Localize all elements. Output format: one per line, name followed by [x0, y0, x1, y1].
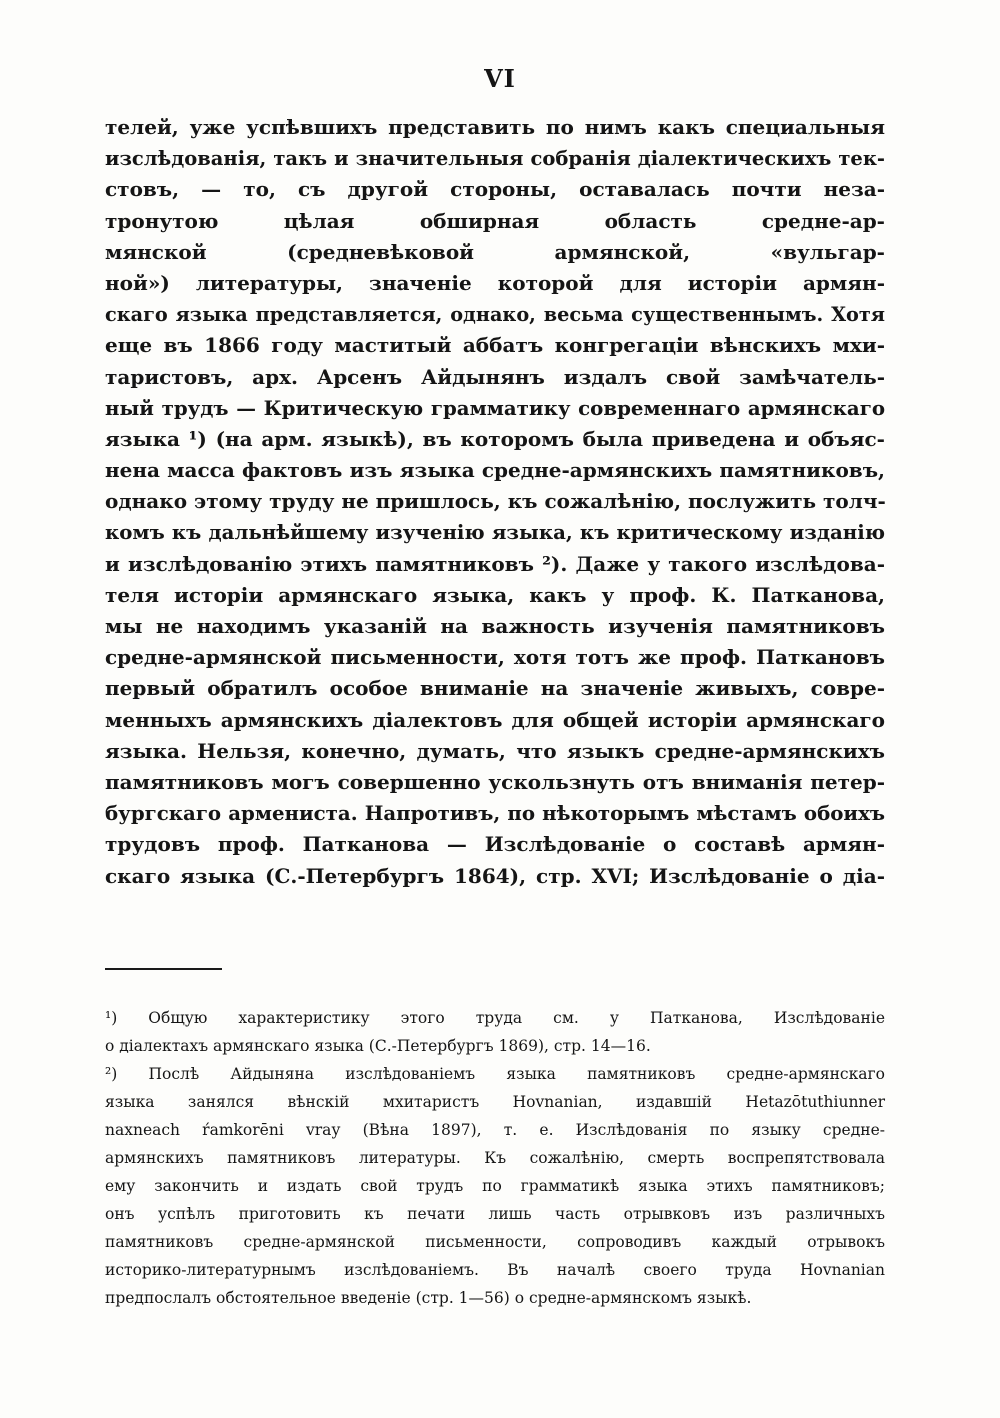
footnote-line: историко-литературнымъ изслѣдованіемъ. Въ началѣ своего труда Hovnanian — [105, 1261, 885, 1279]
footnote-line: ¹) Общую характеристику этого труда см. у Патканова, Изслѣдованіе — [105, 1009, 885, 1027]
body-line: и изслѣдованію этихъ памятниковъ ²). Даже у такого изслѣдова- — [105, 551, 885, 576]
footnote-line: памятниковъ средне-армянской письменности, сопроводивъ каждый отрывокъ — [105, 1233, 885, 1251]
body-line: бургскаго армениста. Напротивъ, по нѣкоторымъ мѣстамъ обоихъ — [105, 801, 885, 826]
body-line: стовъ, — то, съ другой стороны, оставалась почти неза- — [105, 177, 885, 202]
body-line: скаго языка представляется, однако, весьма существеннымъ. Хотя — [105, 303, 885, 327]
body-line: памятниковъ могъ совершенно ускользнуть отъ вниманія петер- — [105, 769, 885, 794]
body-line: скаго языка (С.-Петербургъ 1864), стр. XVI; Изслѣдованіе о діа- — [105, 863, 885, 888]
body-line: таристовъ, арх. Арсенъ Айдынянъ издалъ свой замѣчатель- — [105, 364, 885, 389]
page-number: VI — [484, 64, 516, 93]
body-text — [105, 112, 885, 892]
body-line: ный трудъ — Критическую грамматику современнаго армянскаго — [105, 395, 885, 420]
body-line: однако этому труду не пришлось, къ сожалѣнію, послужить толч- — [105, 489, 886, 514]
body-line: средне-армянской письменности, хотя тотъ же проф. Паткановъ — [105, 645, 885, 670]
body-line: нена масса фактовъ изъ языка средне-армянскихъ памятниковъ, — [105, 458, 885, 483]
body-line: мы не находимъ указаній на важность изученія памятниковъ — [105, 614, 885, 638]
body-line: тронутою цѣлая обширная область средне-ар- — [105, 208, 885, 233]
body-line: менныхъ армянскихъ діалектовъ для общей исторіи армянскаго — [105, 707, 885, 732]
footnote-divider — [105, 968, 222, 970]
body-line: комъ къ дальнѣйшему изученію языка, къ критическому изданію — [105, 520, 885, 545]
body-line: еще въ 1866 году маститый аббатъ конгрегаціи вѣнскихъ мхи- — [105, 333, 885, 358]
body-line: языка ¹) (на арм. языкѣ), въ которомъ была приведена и объяс- — [105, 426, 885, 451]
footnote-line: онъ успѣлъ приготовить къ печати лишь часть отрывковъ изъ различныхъ — [105, 1205, 885, 1223]
footnote-line: naxneach ŕamkorēni vraу (Вѣна 1897), т. е. Изслѣдованія по языку средне- — [105, 1121, 885, 1139]
footnote-line: ему закончить и издать свой трудъ по грамматикѣ языка этихъ памятниковъ; — [105, 1177, 885, 1195]
footnote-line: предпослалъ обстоятельное введеніе (стр. 1—56) о средне-армянскомъ языкѣ. — [105, 1289, 752, 1307]
body-line: телей, уже успѣвшихъ представить по нимъ какъ специальныя — [105, 115, 885, 139]
body-line: трудовъ проф. Патканова — Изслѣдованіе о составѣ армян- — [105, 832, 885, 857]
body-line: языка. Нельзя, конечно, думать, что языкъ средне-армянскихъ — [105, 738, 885, 763]
body-line: изслѣдованія, такъ и значительныя собранія діалектическихъ тек- — [105, 147, 885, 171]
body-line: первый обратилъ особое вниманіе на значеніе живыхъ, совре- — [105, 676, 885, 701]
footnote-line: языка занялся вѣнскій мхитаристъ Hovnanian, издавшій Hetazōtuthiunner — [105, 1093, 885, 1111]
footnotes — [105, 1004, 885, 1312]
footnote-line: ²) Послѣ Айдыняна изслѣдованіемъ языка памятниковъ средне-армянскаго — [105, 1065, 885, 1083]
body-line: ной») литературы, значеніе которой для исторіи армян- — [105, 270, 885, 295]
footnote-line: армянскихъ памятниковъ литературы. Къ сожалѣнію, смерть воспрепятствовала — [105, 1149, 885, 1167]
body-line: мянской (средневѣковой армянской, «вульгар- — [105, 239, 885, 264]
body-line: теля исторіи армянскаго языка, какъ у проф. К. Патканова, — [105, 582, 885, 607]
footnote-line: о діалектахъ армянскаго языка (С.-Петербургъ 1869), стр. 14—16. — [105, 1037, 651, 1055]
